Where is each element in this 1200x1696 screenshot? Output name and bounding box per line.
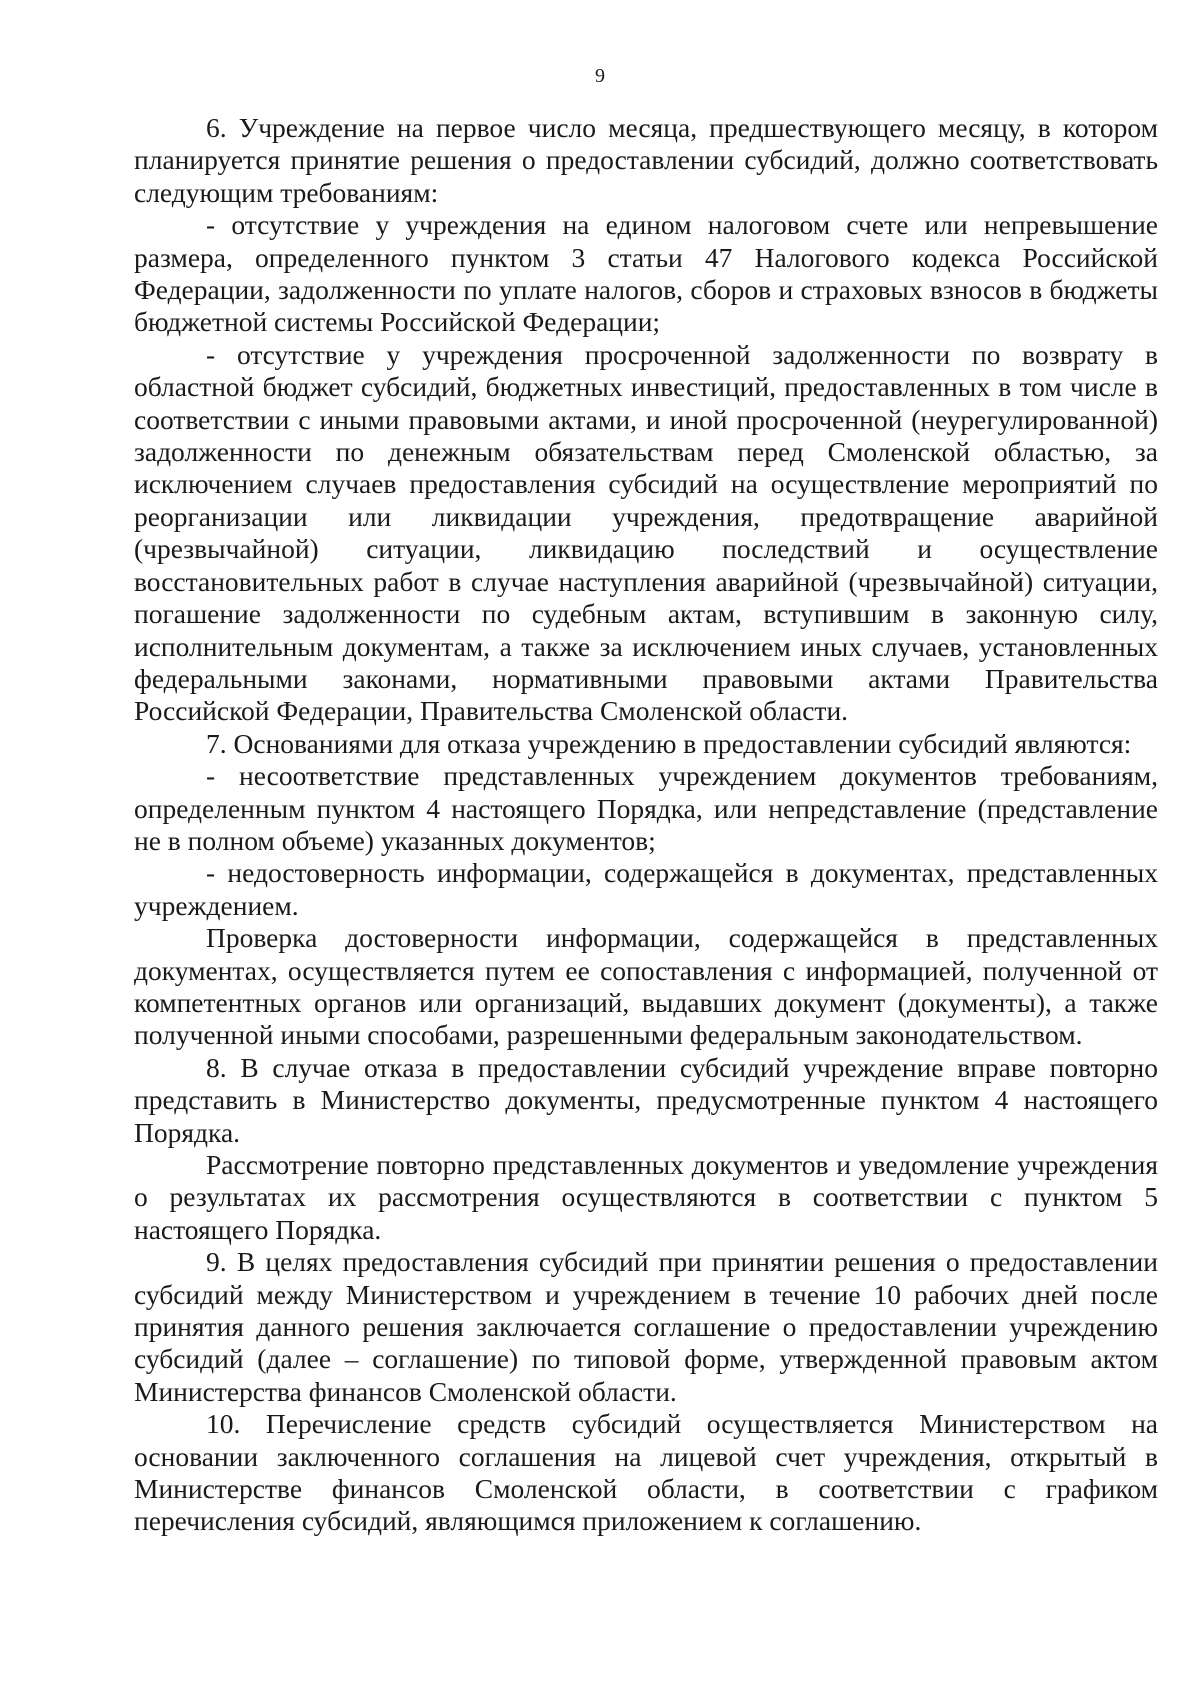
paragraph-7-unreliability: - недостоверность информации, содержащейся в документах, представленных учреждением.: [134, 857, 1158, 921]
paragraph-9-agreement: 9. В целях предоставления субсидий при принятии решения о предоставлении субсидий между Министерством и учреждением в течение 10 рабочих дней после принятия данного решения заключается соглашение о предоставлении учреждению субсидий (далее – соглашение) по типовой форме, утвержденной правовым актом Министерства финансов Смоленской области.: [134, 1246, 1158, 1407]
paragraph-6-tax-debt: - отсутствие у учреждения на едином налоговом счете или непревышение размера, определенного пунктом 3 статьи 47 Налогового кодекса Российской Федерации, задолженности по уплате налогов, сборов и страховых взносов в бюджеты бюджетной системы Российской Федерации;: [134, 209, 1158, 338]
paragraph-7-nonconformity: - несоответствие представленных учреждением документов требованиям, определенным пунктом 4 настоящего Порядка, или непредставление (представление не в полном объеме) указанных документов;: [134, 760, 1158, 856]
paragraph-7-refusal-grounds: 7. Основаниями для отказа учреждению в предоставлении субсидий являются:: [206, 727, 1132, 759]
paragraph-6-overdue-debt: - отсутствие у учреждения просроченной задолженности по возврату в областной бюджет субсидий, бюджетных инвестиций, предоставленных в том числе в соответствии с иными правовыми актами, и иной просроченной (неурегулированной) задолженности по денежным обязательствам перед Смоленской областью, за исключением случаев предоставления субсидий на осуществление мероприятий по реорганизации или ликвидации учреждения, предотвращение аварийной (чрезвычайной) ситуации, ликвидацию последствий и осуществление восстановительных работ в случае наступления аварийной (чрезвычайной) ситуации, погашение задолженности по судебным актам, вступившим в законную силу, исполнительным документам, а также за исключением иных случаев, установленных федеральными законами, нормативными правовыми актами Правительства Российской Федерации, Правительства Смоленской области.: [134, 338, 1158, 727]
paragraph-6-requirements: 6. Учреждение на первое число месяца, предшествующего месяцу, в котором планируется принятие решения о предоставлении субсидий, должно соответствовать следующим требованиям:: [134, 112, 1158, 208]
paragraph-7-verification: Проверка достоверности информации, содержащейся в представленных документах, осуществляется путем ее сопоставления с информацией, полученной от компетентных органов или организаций, выдавших документ (документы), а также полученной иными способами, разрешенными федеральным законодательством.: [134, 922, 1158, 1051]
document-body: [134, 112, 1158, 1538]
paragraph-8-review: Рассмотрение повторно представленных документов и уведомление учреждения о результатах их рассмотрения осуществляются в соответствии с пунктом 5 настоящего Порядка.: [134, 1149, 1158, 1245]
paragraph-10-transfer: 10. Перечисление средств субсидий осуществляется Министерством на основании заключенного соглашения на лицевой счет учреждения, открытый в Министерстве финансов Смоленской области, в соответствии с графиком перечисления субсидий, являющимся приложением к соглашению.: [134, 1408, 1158, 1537]
paragraph-8-resubmission: 8. В случае отказа в предоставлении субсидий учреждение вправе повторно представить в Министерство документы, предусмотренные пунктом 4 настоящего Порядка.: [134, 1051, 1158, 1148]
page-number: 9: [595, 65, 605, 87]
